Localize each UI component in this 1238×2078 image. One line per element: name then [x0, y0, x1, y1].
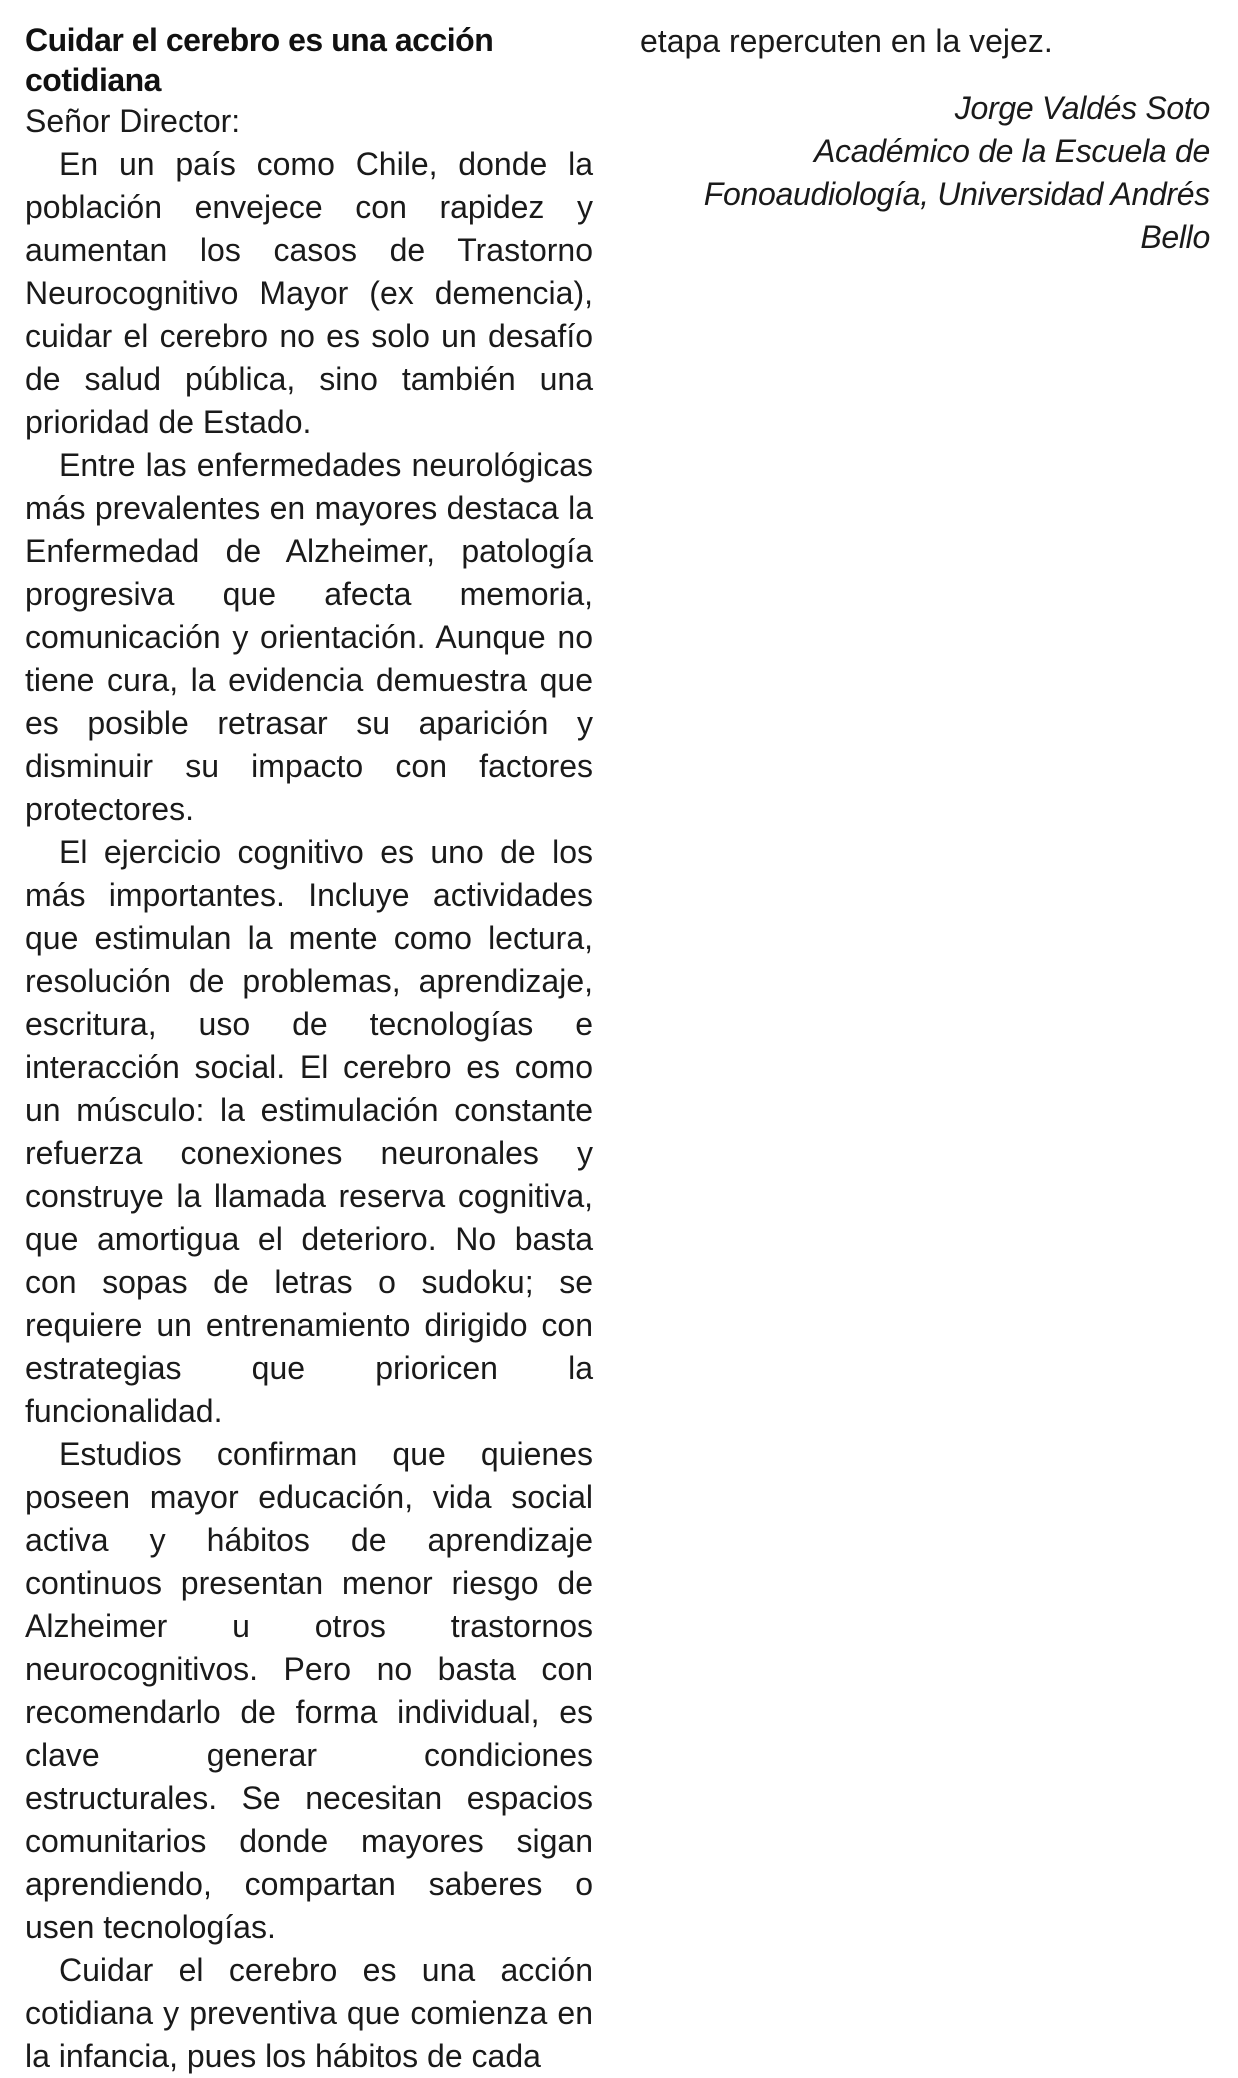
paragraph-1: En un país como Chile, donde la población envejece con rapidez y aumentan los casos de Trastorno Neurocognitivo Mayor (ex demencia), cuidar el cerebro no es solo un desafío de salud pública, sino también una prioridad de Estado.	[25, 146, 593, 440]
left-column	[25, 20, 593, 2078]
paragraph-5-continuation: etapa repercuten en la vejez.	[640, 23, 1053, 59]
paragraph-4: Estudios confirman que quienes poseen mayor educación, vida social activa y hábitos de aprendizaje continuos presentan menor riesgo de Alzheimer u otros trastornos neurocognitivos. Pero no basta con recomendarlo de forma individual, es clave generar condiciones estructurales. Se necesitan espacios comunitarios donde mayores sigan aprendiendo, compartan saberes o usen tecnologías.	[25, 1436, 593, 1945]
right-column	[640, 20, 1210, 259]
paragraph-3: El ejercicio cognitivo es uno de los más importantes. Incluye actividades que estimulan la mente como lectura, resolución de problemas, aprendizaje, escritura, uso de tecnologías e interacción social. El cerebro es como un músculo: la estimulación constante refuerza conexiones neuronales y construye la llamada reserva cognitiva, que amortigua el deterioro. No basta con sopas de letras o sudoku; se requiere un entrenamiento dirigido con estrategias que prioricen la funcionalidad.	[25, 834, 593, 1429]
author-title: Académico de la Escuela de	[814, 133, 1210, 169]
author-institution-end: Bello	[1140, 219, 1210, 255]
signature-block	[640, 87, 1210, 259]
salutation: Señor Director:	[25, 103, 241, 139]
author-name: Jorge Valdés Soto	[954, 90, 1210, 126]
letter-headline: Cuidar el cerebro es una acción cotidiana	[25, 22, 494, 98]
paragraph-2: Entre las enfermedades neurológicas más prevalentes en mayores destaca la Enfermedad de Alzheimer, patología progresiva que afecta memoria, comunicación y orientación. Aunque no tiene cura, la evidencia demuestra que es posible retrasar su aparición y disminuir su impacto con factores protectores.	[25, 447, 593, 827]
paragraph-5: Cuidar el cerebro es una acción cotidiana y preventiva que comienza en la infancia, pues los hábitos de cada	[25, 1952, 593, 2074]
author-institution: Fonoaudiología, Universidad Andrés	[703, 176, 1210, 212]
